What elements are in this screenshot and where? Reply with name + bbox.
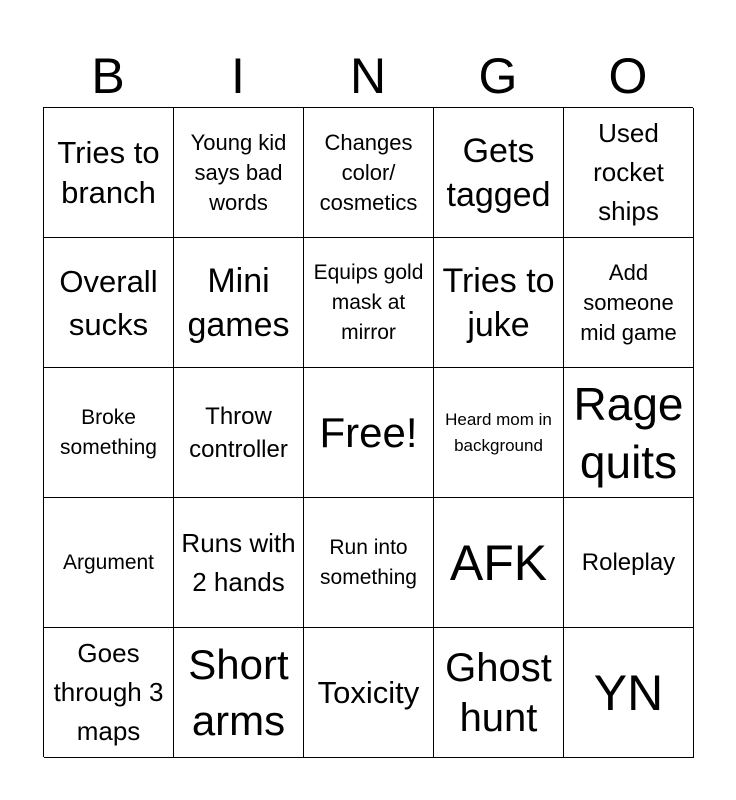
cell-text: Rage quits (573, 377, 684, 488)
cell-text: Tries to juke (442, 261, 555, 344)
bingo-cell[interactable] (174, 108, 304, 238)
cell-text: AFK (449, 534, 548, 591)
bingo-cell[interactable] (434, 498, 564, 628)
cell-text: Roleplay (581, 549, 676, 576)
bingo-cell[interactable] (44, 628, 174, 758)
cell-text: Heard mom in background (445, 409, 552, 455)
header-letter-i: I (231, 48, 245, 104)
cell-text: Throw controller (189, 402, 288, 463)
bingo-cell[interactable] (304, 628, 434, 758)
cell-text: Changes color/ cosmetics (319, 129, 418, 215)
cell-text: Add someone mid game (580, 259, 677, 345)
cell-text: Tries to branch (57, 134, 160, 210)
cell-text: Short arms (188, 640, 289, 744)
bingo-cell[interactable] (44, 238, 174, 368)
header-letter-o: O (608, 48, 648, 104)
bingo-cell[interactable] (434, 108, 564, 238)
bingo-header (43, 44, 693, 108)
bingo-cell[interactable] (44, 368, 174, 498)
cell-text: Runs with 2 hands (181, 527, 296, 597)
bingo-cell[interactable] (304, 108, 434, 238)
cell-text: Equips gold mask at mirror (313, 260, 424, 344)
cell-text: Goes through 3 maps (53, 638, 164, 746)
header-letter-g: G (478, 48, 518, 104)
bingo-cell[interactable] (564, 628, 694, 758)
header-letter-n: N (349, 48, 387, 104)
bingo-cell[interactable] (304, 238, 434, 368)
header-letter-b: B (91, 48, 125, 104)
cell-text: Mini games (187, 261, 290, 344)
bingo-cell[interactable] (564, 368, 694, 498)
cell-text: YN (593, 664, 664, 721)
bingo-cell[interactable] (44, 498, 174, 628)
cell-text: Young kid says bad words (190, 129, 287, 215)
bingo-cell[interactable] (564, 238, 694, 368)
cell-text: Overall sucks (59, 263, 158, 342)
bingo-cell[interactable] (564, 498, 694, 628)
bingo-cell[interactable] (44, 108, 174, 238)
cell-text: Toxicity (317, 674, 420, 710)
cell-text: Argument (62, 550, 155, 574)
bingo-cell[interactable] (304, 498, 434, 628)
bingo-cell[interactable] (174, 628, 304, 758)
bingo-cell[interactable] (174, 498, 304, 628)
bingo-cell[interactable] (434, 628, 564, 758)
cell-text: Gets tagged (446, 131, 551, 214)
cell-text: Ghost hunt (445, 645, 552, 740)
bingo-card-grid (43, 107, 693, 757)
bingo-cell[interactable] (564, 108, 694, 238)
cell-text: Free! (319, 408, 418, 456)
bingo-cell[interactable] (434, 238, 564, 368)
bingo-cell[interactable] (174, 368, 304, 498)
cell-text: Broke something (60, 405, 157, 459)
bingo-cell[interactable] (174, 238, 304, 368)
bingo-cell[interactable] (434, 368, 564, 498)
cell-text: Used rocket ships (593, 118, 664, 226)
bingo-cell free-space[interactable] (304, 368, 434, 498)
cell-text: Run into something (320, 535, 417, 589)
